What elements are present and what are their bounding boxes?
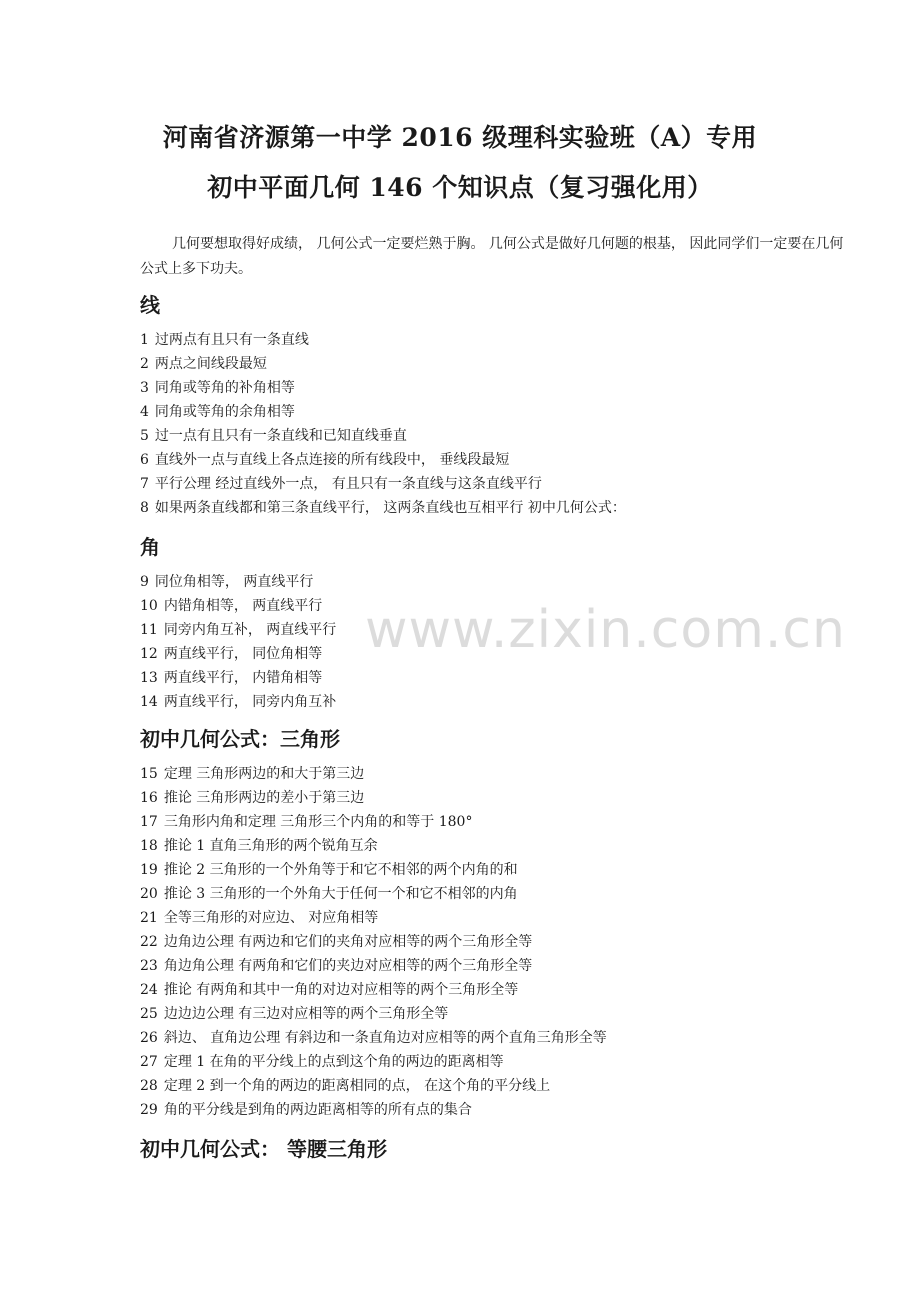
item-number: 10 bbox=[140, 598, 158, 614]
list-item bbox=[140, 810, 860, 834]
section-lines bbox=[140, 290, 860, 520]
item-text: 同角或等角的余角相等 bbox=[154, 404, 295, 420]
item-text: 两直线平行， 同旁内角互补 bbox=[163, 694, 337, 710]
item-number: 20 bbox=[140, 886, 158, 902]
item-text: 两点之间线段最短 bbox=[154, 356, 267, 372]
section-list bbox=[140, 328, 860, 520]
item-text: 全等三角形的对应边、 对应角相等 bbox=[163, 910, 379, 926]
list-item bbox=[140, 1050, 860, 1074]
item-text: 两直线平行， 同位角相等 bbox=[163, 646, 323, 662]
section-list bbox=[140, 570, 860, 714]
list-item bbox=[140, 906, 860, 930]
section-heading: 角 bbox=[140, 535, 160, 559]
item-number: 11 bbox=[140, 622, 158, 638]
item-number: 5 bbox=[140, 428, 149, 444]
list-item bbox=[140, 762, 860, 786]
list-item bbox=[140, 858, 860, 882]
item-text: 三角形内角和定理 三角形三个内角的和等于 180° bbox=[163, 814, 473, 830]
item-number: 25 bbox=[140, 1006, 158, 1022]
list-item bbox=[140, 618, 860, 642]
list-item bbox=[140, 376, 860, 400]
list-item bbox=[140, 642, 860, 666]
item-text: 斜边、 直角边公理 有斜边和一条直角边对应相等的两个直角三角形全等 bbox=[163, 1030, 607, 1046]
item-text: 内错角相等， 两直线平行 bbox=[163, 598, 323, 614]
list-item bbox=[140, 834, 860, 858]
list-item bbox=[140, 1098, 860, 1122]
list-item bbox=[140, 448, 860, 472]
item-text: 平行公理 经过直线外一点， 有且只有一条直线与这条直线平行 bbox=[154, 476, 542, 492]
item-number: 29 bbox=[140, 1102, 158, 1118]
list-item bbox=[140, 496, 860, 520]
intro-paragraph: 几何要想取得好成绩， 几何公式一定要烂熟于胸。 几何公式是做好几何题的根基， 因此同学们一定要在几何公式上多下功夫。 bbox=[140, 236, 844, 277]
item-text: 角的平分线是到角的两边距离相等的所有点的集合 bbox=[163, 1102, 472, 1118]
list-item bbox=[140, 472, 860, 496]
item-text: 边角边公理 有两边和它们的夹角对应相等的两个三角形全等 bbox=[163, 934, 533, 950]
item-number: 27 bbox=[140, 1054, 158, 1070]
item-text: 定理 2 到一个角的两边的距离相同的点， 在这个角的平分线上 bbox=[163, 1078, 551, 1094]
item-number: 24 bbox=[140, 982, 158, 998]
item-text: 同旁内角互补， 两直线平行 bbox=[163, 622, 337, 638]
item-number: 1 bbox=[140, 332, 149, 348]
list-item bbox=[140, 424, 860, 448]
item-number: 19 bbox=[140, 862, 158, 878]
item-text: 推论 2 三角形的一个外角等于和它不相邻的两个内角的和 bbox=[163, 862, 518, 878]
item-number: 18 bbox=[140, 838, 158, 854]
item-number: 2 bbox=[140, 356, 149, 372]
list-item bbox=[140, 954, 860, 978]
list-item bbox=[140, 690, 860, 714]
list-item bbox=[140, 594, 860, 618]
item-number: 7 bbox=[140, 476, 149, 492]
item-text: 角边角公理 有两角和它们的夹边对应相等的两个三角形全等 bbox=[163, 958, 533, 974]
section-heading: 线 bbox=[140, 293, 160, 317]
item-text: 推论 有两角和其中一角的对边对应相等的两个三角形全等 bbox=[163, 982, 519, 998]
watermark: www.zixin.com.cn bbox=[365, 600, 846, 660]
item-number: 15 bbox=[140, 766, 158, 782]
list-item bbox=[140, 666, 860, 690]
item-number: 22 bbox=[140, 934, 158, 950]
list-item bbox=[140, 930, 860, 954]
item-number: 28 bbox=[140, 1078, 158, 1094]
list-item bbox=[140, 882, 860, 906]
item-number: 17 bbox=[140, 814, 158, 830]
item-text: 定理 1 在角的平分线上的点到这个角的两边的距离相等 bbox=[163, 1054, 504, 1070]
section-list bbox=[140, 762, 860, 1122]
item-number: 3 bbox=[140, 380, 149, 396]
item-text: 推论 1 直角三角形的两个锐角互余 bbox=[163, 838, 378, 854]
section-triangles bbox=[140, 724, 860, 1122]
document-title-line2: 初中平面几何 146 个知识点（复习强化用） bbox=[207, 173, 713, 202]
item-number: 13 bbox=[140, 670, 158, 686]
item-text: 推论 三角形两边的差小于第三边 bbox=[163, 790, 365, 806]
item-text: 同位角相等， 两直线平行 bbox=[154, 574, 314, 590]
list-item bbox=[140, 328, 860, 352]
item-number: 9 bbox=[140, 574, 149, 590]
item-number: 8 bbox=[140, 500, 149, 516]
list-item bbox=[140, 1002, 860, 1026]
list-item bbox=[140, 1026, 860, 1050]
item-text: 如果两条直线都和第三条直线平行， 这两条直线也互相平行 初中几何公式： bbox=[154, 500, 626, 516]
item-number: 12 bbox=[140, 646, 158, 662]
item-text: 同角或等角的补角相等 bbox=[154, 380, 295, 396]
item-number: 16 bbox=[140, 790, 158, 806]
item-text: 定理 三角形两边的和大于第三边 bbox=[163, 766, 365, 782]
section-heading: 初中几何公式：三角形 bbox=[140, 727, 340, 751]
item-number: 4 bbox=[140, 404, 149, 420]
list-item bbox=[140, 1074, 860, 1098]
list-item bbox=[140, 570, 860, 594]
item-text: 过一点有且只有一条直线和已知直线垂直 bbox=[154, 428, 407, 444]
item-text: 直线外一点与直线上各点连接的所有线段中， 垂线段最短 bbox=[154, 452, 510, 468]
list-item bbox=[140, 786, 860, 810]
item-number: 6 bbox=[140, 452, 149, 468]
item-text: 推论 3 三角形的一个外角大于任何一个和它不相邻的内角 bbox=[163, 886, 518, 902]
item-text: 边边边公理 有三边对应相等的两个三角形全等 bbox=[163, 1006, 449, 1022]
list-item bbox=[140, 400, 860, 424]
list-item bbox=[140, 352, 860, 376]
item-text: 两直线平行， 内错角相等 bbox=[163, 670, 323, 686]
item-number: 14 bbox=[140, 694, 158, 710]
item-number: 23 bbox=[140, 958, 158, 974]
document-title-line1: 河南省济源第一中学 2016 级理科实验班（A）专用 bbox=[162, 123, 758, 152]
item-number: 26 bbox=[140, 1030, 158, 1046]
section-angles bbox=[140, 532, 860, 714]
item-text: 过两点有且只有一条直线 bbox=[154, 332, 309, 348]
item-number: 21 bbox=[140, 910, 158, 926]
section-isosceles bbox=[140, 1134, 860, 1172]
section-heading: 初中几何公式： 等腰三角形 bbox=[140, 1137, 387, 1161]
list-item bbox=[140, 978, 860, 1002]
